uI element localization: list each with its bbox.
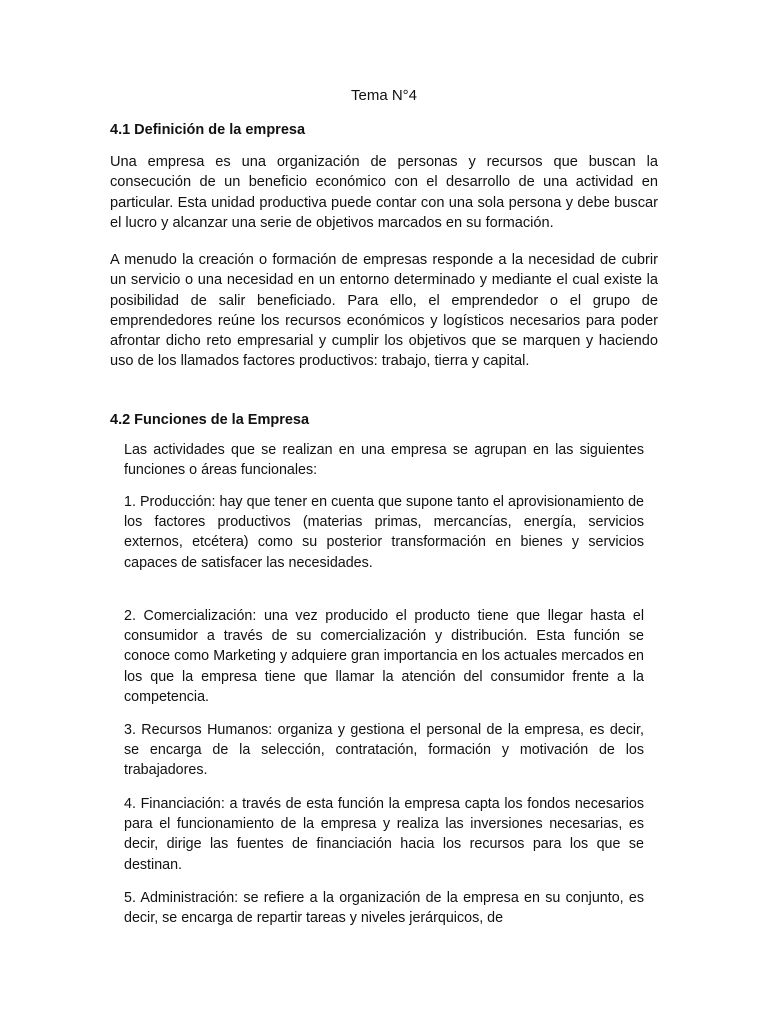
paragraph-definicion-2: A menudo la creación o formación de empresas responde a la necesidad de cubrir un servicio o una necesidad en un entorno determinado y mediante el cual existe la posibilidad de salir beneficiado. Para ello, el emprendedor o el grupo de emprendedores reúne los recursos económicos y logísticos necesarios para poder afrontar dicho reto empresarial y cumplir los objetivos que se marquen y haciendo uso de los llamados factores productivos: trabajo, tierra y capital. bbox=[110, 252, 658, 370]
section-heading-definicion: 4.1 Definición de la empresa bbox=[110, 122, 306, 138]
list-item-administracion: 5. Administración: se refiere a la organización de la empresa en su conjunto, es decir, se encarga de repartir tareas y niveles jerárquicos, de bbox=[124, 890, 644, 927]
document-title: Tema N°4 bbox=[350, 87, 418, 104]
list-item-comercializacion: 2. Comercialización: una vez producido el producto tiene que llegar hasta el consumidor a través de su comercialización y distribución. Esta función se conoce como Marketing y adquiere gran importancia en los actuales mercados en los que la empresa tiene que llamar la atención del consumidor frente a la competencia. bbox=[124, 608, 644, 705]
paragraph-definicion-1: Una empresa es una organización de personas y recursos que buscan la consecución de un beneficio económico con el desarrollo de una actividad en particular. Esta unidad productiva puede contar con una sola persona y debe buscar el lucro y alcanzar una serie de objetivos marcados en su formación. bbox=[110, 154, 658, 231]
paragraph-funciones-intro: Las actividades que se realizan en una empresa se agrupan en las siguientes funciones o áreas funcionales: bbox=[124, 442, 644, 479]
list-item-financiacion: 4. Financiación: a través de esta función la empresa capta los fondos necesarios para el funcionamiento de la empresa y realiza las inversiones necesarias, es decir, dirige las fuentes de financiación hacia los recursos para los que se destinan. bbox=[124, 796, 644, 873]
section-heading-funciones: 4.2 Funciones de la Empresa bbox=[110, 412, 310, 428]
list-item-produccion: 1. Producción: hay que tener en cuenta que supone tanto el aprovisionamiento de los factores productivos (materias primas, mercancías, energía, servicios externos, etcétera) como su posterior transformación en bienes y servicios capaces de satisfacer las necesidades. bbox=[124, 494, 644, 571]
list-item-recursos-humanos: 3. Recursos Humanos: organiza y gestiona el personal de la empresa, es decir, se encarga de la selección, contratación, formación y motivación de los trabajadores. bbox=[124, 722, 644, 779]
